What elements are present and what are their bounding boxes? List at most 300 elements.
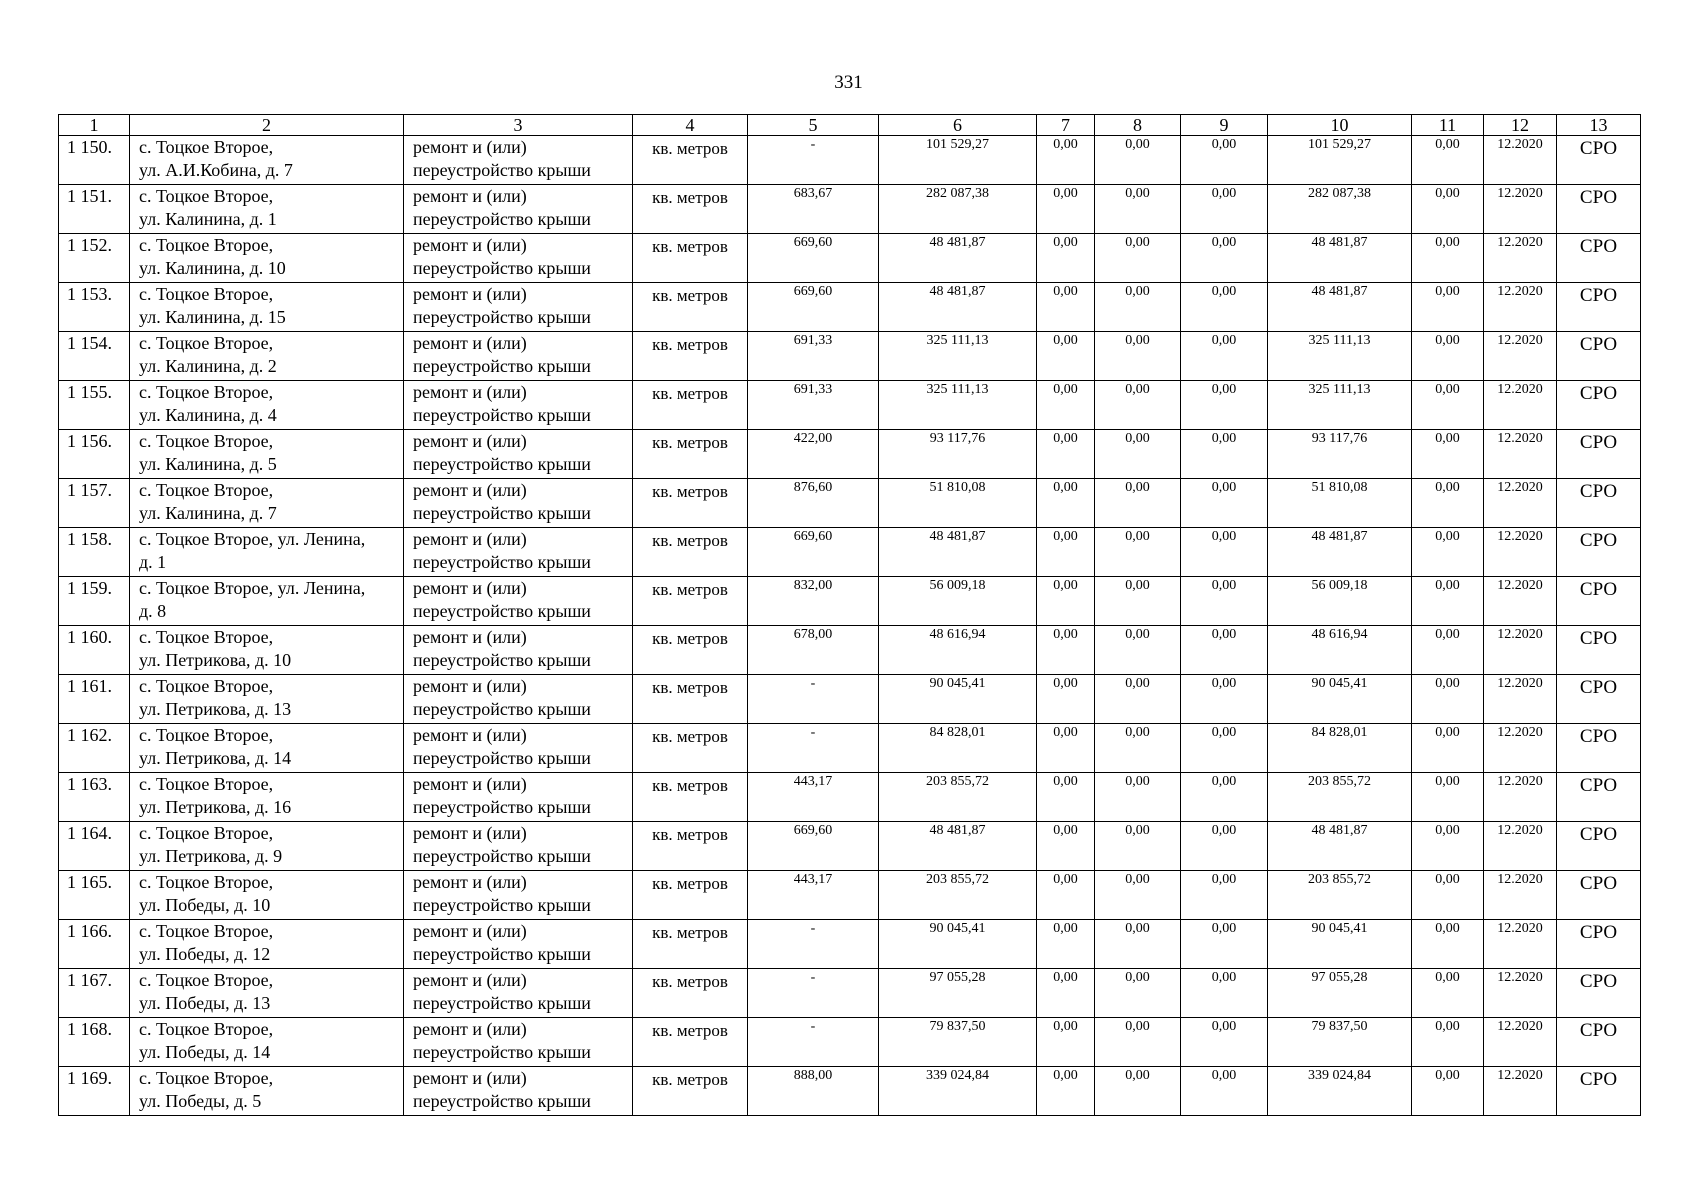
col11-cell: 0,00 [1412, 871, 1484, 920]
deadline-cell: 12.2020 [1484, 577, 1557, 626]
total-cost-cell: 48 481,87 [879, 234, 1037, 283]
col7-cell: 0,00 [1037, 822, 1095, 871]
row-number: 1 169. [59, 1067, 130, 1116]
address-line-1: с. Тоцкое Второе, [139, 970, 274, 990]
row-number: 1 162. [59, 724, 130, 773]
address-line-1: с. Тоцкое Второе, [139, 284, 274, 304]
col11-cell: 0,00 [1412, 773, 1484, 822]
work-type-line-2: переустройство крыши [413, 993, 591, 1013]
col11-cell: 0,00 [1412, 381, 1484, 430]
volume-cell: - [748, 136, 879, 185]
total-cost-cell: 84 828,01 [879, 724, 1037, 773]
address-line-2: ул. Петрикова, д. 16 [139, 797, 292, 817]
col8-cell: 0,00 [1095, 773, 1181, 822]
column-number-6: 6 [879, 115, 1037, 136]
work-type-cell [404, 430, 633, 479]
col10-cell: 339 024,84 [1268, 1067, 1412, 1116]
column-number-9: 9 [1181, 115, 1268, 136]
volume-cell: 678,00 [748, 626, 879, 675]
row-number: 1 153. [59, 283, 130, 332]
address-line-1: с. Тоцкое Второе, [139, 235, 274, 255]
work-type-line-1: ремонт и (или) [413, 431, 527, 451]
row-number: 1 163. [59, 773, 130, 822]
address-line-2: ул. Победы, д. 13 [139, 993, 271, 1013]
total-cost-cell: 79 837,50 [879, 1018, 1037, 1067]
address-cell [130, 332, 404, 381]
col8-cell: 0,00 [1095, 430, 1181, 479]
method-cell: СРО [1557, 626, 1641, 675]
column-number-4: 4 [633, 115, 748, 136]
row-number: 1 155. [59, 381, 130, 430]
address-line-2: ул. Петрикова, д. 14 [139, 748, 292, 768]
col11-cell: 0,00 [1412, 185, 1484, 234]
row-number: 1 159. [59, 577, 130, 626]
unit-cell: кв. метров [633, 479, 748, 528]
work-type-cell [404, 283, 633, 332]
work-type-cell [404, 1018, 633, 1067]
table-row [59, 528, 1641, 577]
volume-cell: 669,60 [748, 283, 879, 332]
address-line-2: д. 1 [139, 552, 167, 572]
total-cost-cell: 339 024,84 [879, 1067, 1037, 1116]
address-cell [130, 1067, 404, 1116]
col9-cell: 0,00 [1181, 283, 1268, 332]
work-type-line-1: ремонт и (или) [413, 529, 527, 549]
volume-cell: 691,33 [748, 332, 879, 381]
work-type-line-1: ремонт и (или) [413, 333, 527, 353]
table-row [59, 479, 1641, 528]
table-row [59, 430, 1641, 479]
deadline-cell: 12.2020 [1484, 871, 1557, 920]
col10-cell: 56 009,18 [1268, 577, 1412, 626]
col11-cell: 0,00 [1412, 479, 1484, 528]
deadline-cell: 12.2020 [1484, 283, 1557, 332]
address-line-2: ул. Калинина, д. 15 [139, 307, 286, 327]
work-type-line-1: ремонт и (или) [413, 627, 527, 647]
table-row [59, 283, 1641, 332]
column-number-row [59, 115, 1641, 136]
column-number-1: 1 [59, 115, 130, 136]
col7-cell: 0,00 [1037, 234, 1095, 283]
work-type-cell [404, 234, 633, 283]
work-type-line-2: переустройство крыши [413, 160, 591, 180]
method-cell: СРО [1557, 283, 1641, 332]
col10-cell: 282 087,38 [1268, 185, 1412, 234]
unit-cell: кв. метров [633, 773, 748, 822]
column-number-5: 5 [748, 115, 879, 136]
deadline-cell: 12.2020 [1484, 822, 1557, 871]
table-row [59, 626, 1641, 675]
row-number: 1 164. [59, 822, 130, 871]
address-cell [130, 1018, 404, 1067]
table-row [59, 822, 1641, 871]
deadline-cell: 12.2020 [1484, 675, 1557, 724]
work-type-line-1: ремонт и (или) [413, 921, 527, 941]
row-number: 1 151. [59, 185, 130, 234]
volume-cell: 443,17 [748, 871, 879, 920]
work-type-line-1: ремонт и (или) [413, 1068, 527, 1088]
volume-cell: 443,17 [748, 773, 879, 822]
col10-cell: 48 481,87 [1268, 528, 1412, 577]
work-type-line-2: переустройство крыши [413, 748, 591, 768]
volume-cell: 422,00 [748, 430, 879, 479]
unit-cell: кв. метров [633, 528, 748, 577]
col9-cell: 0,00 [1181, 381, 1268, 430]
table-row [59, 675, 1641, 724]
column-number-8: 8 [1095, 115, 1181, 136]
col11-cell: 0,00 [1412, 1018, 1484, 1067]
volume-cell: 888,00 [748, 1067, 879, 1116]
col11-cell: 0,00 [1412, 969, 1484, 1018]
col7-cell: 0,00 [1037, 528, 1095, 577]
work-type-line-2: переустройство крыши [413, 454, 591, 474]
row-number: 1 168. [59, 1018, 130, 1067]
col8-cell: 0,00 [1095, 381, 1181, 430]
address-line-1: с. Тоцкое Второе, [139, 137, 274, 157]
deadline-cell: 12.2020 [1484, 724, 1557, 773]
col10-cell: 51 810,08 [1268, 479, 1412, 528]
col11-cell: 0,00 [1412, 332, 1484, 381]
col7-cell: 0,00 [1037, 626, 1095, 675]
volume-cell: 876,60 [748, 479, 879, 528]
col11-cell: 0,00 [1412, 626, 1484, 675]
unit-cell: кв. метров [633, 626, 748, 675]
col9-cell: 0,00 [1181, 234, 1268, 283]
method-cell: СРО [1557, 675, 1641, 724]
table-row [59, 577, 1641, 626]
work-type-line-2: переустройство крыши [413, 846, 591, 866]
address-cell [130, 381, 404, 430]
work-type-line-2: переустройство крыши [413, 601, 591, 621]
unit-cell: кв. метров [633, 577, 748, 626]
work-type-cell [404, 136, 633, 185]
total-cost-cell: 325 111,13 [879, 381, 1037, 430]
address-line-1: с. Тоцкое Второе, [139, 725, 274, 745]
col10-cell: 325 111,13 [1268, 381, 1412, 430]
col8-cell: 0,00 [1095, 185, 1181, 234]
col11-cell: 0,00 [1412, 920, 1484, 969]
col11-cell: 0,00 [1412, 283, 1484, 332]
column-number-11: 11 [1412, 115, 1484, 136]
address-cell [130, 969, 404, 1018]
method-cell: СРО [1557, 430, 1641, 479]
unit-cell: кв. метров [633, 822, 748, 871]
col9-cell: 0,00 [1181, 675, 1268, 724]
col10-cell: 97 055,28 [1268, 969, 1412, 1018]
works-table [58, 114, 1641, 1116]
address-cell [130, 871, 404, 920]
table-row [59, 969, 1641, 1018]
table-row [59, 773, 1641, 822]
col10-cell: 93 117,76 [1268, 430, 1412, 479]
col7-cell: 0,00 [1037, 479, 1095, 528]
unit-cell: кв. метров [633, 283, 748, 332]
work-type-line-1: ремонт и (или) [413, 137, 527, 157]
table-row [59, 871, 1641, 920]
col10-cell: 48 481,87 [1268, 283, 1412, 332]
total-cost-cell: 203 855,72 [879, 773, 1037, 822]
total-cost-cell: 282 087,38 [879, 185, 1037, 234]
work-type-line-1: ремонт и (или) [413, 382, 527, 402]
total-cost-cell: 48 481,87 [879, 283, 1037, 332]
col7-cell: 0,00 [1037, 136, 1095, 185]
col10-cell: 90 045,41 [1268, 675, 1412, 724]
work-type-line-1: ремонт и (или) [413, 872, 527, 892]
address-line-2: ул. Калинина, д. 4 [139, 405, 277, 425]
address-cell [130, 479, 404, 528]
method-cell: СРО [1557, 234, 1641, 283]
method-cell: СРО [1557, 1018, 1641, 1067]
address-line-1: с. Тоцкое Второе, [139, 186, 274, 206]
method-cell: СРО [1557, 871, 1641, 920]
address-line-1: с. Тоцкое Второе, [139, 921, 274, 941]
volume-cell: - [748, 724, 879, 773]
address-line-2: ул. Победы, д. 12 [139, 944, 271, 964]
total-cost-cell: 48 481,87 [879, 528, 1037, 577]
total-cost-cell: 48 616,94 [879, 626, 1037, 675]
work-type-cell [404, 920, 633, 969]
col7-cell: 0,00 [1037, 430, 1095, 479]
total-cost-cell: 56 009,18 [879, 577, 1037, 626]
deadline-cell: 12.2020 [1484, 773, 1557, 822]
address-cell [130, 724, 404, 773]
volume-cell: 683,67 [748, 185, 879, 234]
address-line-2: ул. А.И.Кобина, д. 7 [139, 160, 293, 180]
work-type-cell [404, 577, 633, 626]
address-line-1: с. Тоцкое Второе, ул. Ленина, [139, 578, 366, 598]
col8-cell: 0,00 [1095, 283, 1181, 332]
column-number-3: 3 [404, 115, 633, 136]
col7-cell: 0,00 [1037, 283, 1095, 332]
col9-cell: 0,00 [1181, 430, 1268, 479]
col10-cell: 203 855,72 [1268, 871, 1412, 920]
address-cell [130, 234, 404, 283]
col8-cell: 0,00 [1095, 1067, 1181, 1116]
volume-cell: - [748, 969, 879, 1018]
col10-cell: 48 616,94 [1268, 626, 1412, 675]
work-type-line-1: ремонт и (или) [413, 970, 527, 990]
row-number: 1 158. [59, 528, 130, 577]
col8-cell: 0,00 [1095, 577, 1181, 626]
col8-cell: 0,00 [1095, 234, 1181, 283]
col8-cell: 0,00 [1095, 822, 1181, 871]
unit-cell: кв. метров [633, 185, 748, 234]
col9-cell: 0,00 [1181, 136, 1268, 185]
work-type-line-2: переустройство крыши [413, 356, 591, 376]
col10-cell: 325 111,13 [1268, 332, 1412, 381]
method-cell: СРО [1557, 577, 1641, 626]
unit-cell: кв. метров [633, 871, 748, 920]
work-type-cell [404, 479, 633, 528]
method-cell: СРО [1557, 822, 1641, 871]
address-line-1: с. Тоцкое Второе, [139, 431, 274, 451]
work-type-line-1: ремонт и (или) [413, 235, 527, 255]
address-line-2: ул. Победы, д. 14 [139, 1042, 271, 1062]
table-body [59, 115, 1641, 1116]
col11-cell: 0,00 [1412, 528, 1484, 577]
col11-cell: 0,00 [1412, 1067, 1484, 1116]
work-type-line-2: переустройство крыши [413, 1042, 591, 1062]
total-cost-cell: 101 529,27 [879, 136, 1037, 185]
col10-cell: 48 481,87 [1268, 234, 1412, 283]
table-row [59, 185, 1641, 234]
column-number-13: 13 [1557, 115, 1641, 136]
col9-cell: 0,00 [1181, 577, 1268, 626]
address-line-2: ул. Петрикова, д. 9 [139, 846, 283, 866]
work-type-line-2: переустройство крыши [413, 650, 591, 670]
method-cell: СРО [1557, 381, 1641, 430]
total-cost-cell: 90 045,41 [879, 675, 1037, 724]
row-number: 1 160. [59, 626, 130, 675]
deadline-cell: 12.2020 [1484, 920, 1557, 969]
col11-cell: 0,00 [1412, 136, 1484, 185]
col7-cell: 0,00 [1037, 773, 1095, 822]
deadline-cell: 12.2020 [1484, 136, 1557, 185]
work-type-line-2: переустройство крыши [413, 503, 591, 523]
col9-cell: 0,00 [1181, 871, 1268, 920]
volume-cell: 669,60 [748, 528, 879, 577]
address-line-1: с. Тоцкое Второе, [139, 1068, 274, 1088]
row-number: 1 150. [59, 136, 130, 185]
col9-cell: 0,00 [1181, 185, 1268, 234]
work-type-line-2: переустройство крыши [413, 699, 591, 719]
unit-cell: кв. метров [633, 724, 748, 773]
col9-cell: 0,00 [1181, 822, 1268, 871]
row-number: 1 157. [59, 479, 130, 528]
work-type-line-1: ремонт и (или) [413, 284, 527, 304]
address-cell [130, 577, 404, 626]
row-number: 1 156. [59, 430, 130, 479]
volume-cell: - [748, 1018, 879, 1067]
col7-cell: 0,00 [1037, 185, 1095, 234]
work-type-line-1: ремонт и (или) [413, 823, 527, 843]
table-row [59, 1067, 1641, 1116]
address-line-1: с. Тоцкое Второе, [139, 676, 274, 696]
address-cell [130, 675, 404, 724]
work-type-line-2: переустройство крыши [413, 552, 591, 572]
address-line-1: с. Тоцкое Второе, [139, 1019, 274, 1039]
table-row [59, 332, 1641, 381]
col9-cell: 0,00 [1181, 773, 1268, 822]
table-row [59, 1018, 1641, 1067]
work-type-line-1: ремонт и (или) [413, 480, 527, 500]
col11-cell: 0,00 [1412, 234, 1484, 283]
unit-cell: кв. метров [633, 920, 748, 969]
row-number: 1 152. [59, 234, 130, 283]
col8-cell: 0,00 [1095, 528, 1181, 577]
col10-cell: 48 481,87 [1268, 822, 1412, 871]
col9-cell: 0,00 [1181, 528, 1268, 577]
col9-cell: 0,00 [1181, 626, 1268, 675]
col8-cell: 0,00 [1095, 675, 1181, 724]
table-row [59, 920, 1641, 969]
method-cell: СРО [1557, 185, 1641, 234]
address-line-2: ул. Калинина, д. 1 [139, 209, 277, 229]
col9-cell: 0,00 [1181, 332, 1268, 381]
row-number: 1 154. [59, 332, 130, 381]
page-number: 331 [834, 72, 863, 93]
address-line-1: с. Тоцкое Второе, [139, 774, 274, 794]
address-line-1: с. Тоцкое Второе, ул. Ленина, [139, 529, 366, 549]
work-type-cell [404, 332, 633, 381]
col11-cell: 0,00 [1412, 577, 1484, 626]
work-type-cell [404, 185, 633, 234]
col8-cell: 0,00 [1095, 920, 1181, 969]
unit-cell: кв. метров [633, 675, 748, 724]
col8-cell: 0,00 [1095, 1018, 1181, 1067]
unit-cell: кв. метров [633, 332, 748, 381]
col9-cell: 0,00 [1181, 479, 1268, 528]
total-cost-cell: 48 481,87 [879, 822, 1037, 871]
address-line-2: ул. Петрикова, д. 13 [139, 699, 292, 719]
address-line-1: с. Тоцкое Второе, [139, 627, 274, 647]
address-line-1: с. Тоцкое Второе, [139, 382, 274, 402]
work-type-cell [404, 626, 633, 675]
unit-cell: кв. метров [633, 1067, 748, 1116]
col8-cell: 0,00 [1095, 479, 1181, 528]
work-type-cell [404, 675, 633, 724]
work-type-cell [404, 724, 633, 773]
volume-cell: 832,00 [748, 577, 879, 626]
table-row [59, 234, 1641, 283]
col7-cell: 0,00 [1037, 381, 1095, 430]
work-type-line-2: переустройство крыши [413, 944, 591, 964]
column-number-7: 7 [1037, 115, 1095, 136]
unit-cell: кв. метров [633, 430, 748, 479]
address-line-1: с. Тоцкое Второе, [139, 333, 274, 353]
address-line-2: ул. Петрикова, д. 10 [139, 650, 292, 670]
col7-cell: 0,00 [1037, 1067, 1095, 1116]
volume-cell: - [748, 675, 879, 724]
method-cell: СРО [1557, 773, 1641, 822]
table-row [59, 381, 1641, 430]
col10-cell: 79 837,50 [1268, 1018, 1412, 1067]
col7-cell: 0,00 [1037, 675, 1095, 724]
address-cell [130, 136, 404, 185]
work-type-cell [404, 1067, 633, 1116]
address-line-2: ул. Калинина, д. 5 [139, 454, 277, 474]
volume-cell: 669,60 [748, 234, 879, 283]
work-type-line-1: ремонт и (или) [413, 578, 527, 598]
total-cost-cell: 97 055,28 [879, 969, 1037, 1018]
method-cell: СРО [1557, 136, 1641, 185]
col8-cell: 0,00 [1095, 871, 1181, 920]
work-type-line-2: переустройство крыши [413, 209, 591, 229]
work-type-line-1: ремонт и (или) [413, 725, 527, 745]
unit-cell: кв. метров [633, 381, 748, 430]
address-cell [130, 528, 404, 577]
deadline-cell: 12.2020 [1484, 430, 1557, 479]
column-number-12: 12 [1484, 115, 1557, 136]
total-cost-cell: 90 045,41 [879, 920, 1037, 969]
address-line-2: ул. Победы, д. 10 [139, 895, 271, 915]
work-type-cell [404, 969, 633, 1018]
method-cell: СРО [1557, 332, 1641, 381]
work-type-cell [404, 871, 633, 920]
work-type-line-2: переустройство крыши [413, 307, 591, 327]
work-type-cell [404, 528, 633, 577]
row-number: 1 165. [59, 871, 130, 920]
method-cell: СРО [1557, 1067, 1641, 1116]
work-type-cell [404, 773, 633, 822]
table-row [59, 136, 1641, 185]
col7-cell: 0,00 [1037, 577, 1095, 626]
work-type-line-2: переустройство крыши [413, 1091, 591, 1111]
address-line-2: ул. Победы, д. 5 [139, 1091, 262, 1111]
col11-cell: 0,00 [1412, 675, 1484, 724]
address-line-2: ул. Калинина, д. 10 [139, 258, 286, 278]
address-cell [130, 283, 404, 332]
